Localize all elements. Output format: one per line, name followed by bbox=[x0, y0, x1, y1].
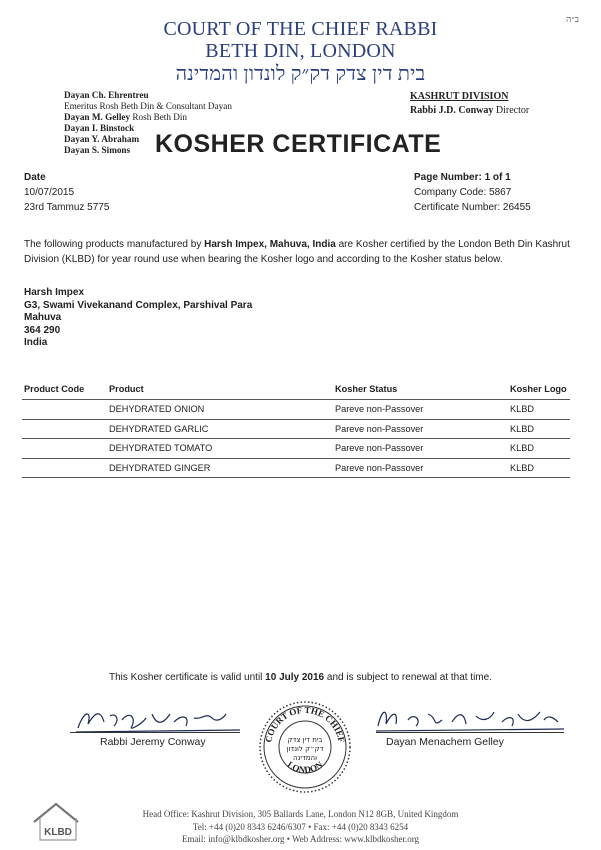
footer-phone-fax: Tel: +44 (0)20 8343 6246/6307 • Fax: +44 (0)20 8343 6254 bbox=[192, 821, 409, 832]
address-line-4: 364 290 bbox=[24, 324, 61, 336]
header-product-code: Product Code bbox=[24, 384, 85, 394]
date-gregorian: 10/07/2015 bbox=[24, 187, 75, 198]
dayan-2-role: Rosh Beth Din bbox=[130, 112, 188, 122]
dayan-1: Dayan Ch. Ehrentreu bbox=[64, 90, 149, 100]
header-product: Product bbox=[109, 384, 144, 394]
corner-hebrew-mark: ב״ה bbox=[566, 14, 579, 24]
intro-text-2: are Kosher certified by the London Beth Din Kashrut Division (KLBD) for year round use when bearing the Kosher logo and according to the Kosher status below. bbox=[24, 239, 570, 265]
signature-right bbox=[368, 702, 568, 752]
table-row bbox=[22, 420, 570, 440]
products-table bbox=[22, 381, 570, 478]
table-row bbox=[22, 400, 570, 420]
kashrut-director bbox=[410, 104, 529, 118]
footer-address: Head Office: Kashrut Division, 305 Ballards Lane, London N12 8GB, United Kingdom bbox=[142, 809, 459, 819]
beth-din-seal bbox=[258, 700, 352, 799]
director-role: Director bbox=[493, 105, 530, 116]
table-header-row bbox=[22, 381, 570, 400]
intro-paragraph bbox=[24, 237, 584, 267]
cell-kosher-logo: KLBD bbox=[510, 404, 535, 414]
dayan-2-name: Dayan M. Gelley bbox=[64, 112, 131, 122]
court-title-line2: BETH DIN, LONDON bbox=[205, 40, 396, 62]
date-block bbox=[24, 170, 109, 215]
date-hebrew: 23rd Tammuz 5775 bbox=[24, 202, 110, 213]
dayan-2 bbox=[64, 112, 232, 123]
cell-product: DEHYDRATED TOMATO bbox=[109, 443, 213, 453]
cell-product: DEHYDRATED ONION bbox=[109, 404, 205, 414]
dayan-1-role: Emeritus Rosh Beth Din & Consultant Dayan bbox=[64, 101, 232, 111]
page-number-label: Page Number: bbox=[414, 172, 482, 183]
certificate-number: Certificate Number: 26455 bbox=[414, 202, 531, 213]
date-label: Date bbox=[24, 172, 46, 183]
court-title-line1: COURT OF THE CHIEF RABBI bbox=[163, 18, 438, 40]
address-line-1: Harsh Impex bbox=[24, 287, 85, 298]
cell-product: DEHYDRATED GARLIC bbox=[109, 423, 209, 434]
seal-inner-line3: והמדינה bbox=[293, 754, 317, 762]
cell-kosher-status: Pareve non-Passover bbox=[335, 404, 424, 414]
certificate-title: KOSHER CERTIFICATE bbox=[155, 130, 442, 158]
cell-kosher-logo: KLBD bbox=[510, 423, 535, 434]
klbd-logo-text: KLBD bbox=[44, 827, 72, 838]
seal-inner-line1: בית דין צדק bbox=[287, 736, 323, 744]
table-row bbox=[22, 459, 570, 479]
company-code: Company Code: 5867 bbox=[414, 187, 512, 198]
address-line-2: G3, Swami Vivekanand Complex, Parshival Para bbox=[24, 299, 253, 311]
seal-graphic bbox=[258, 700, 352, 794]
court-title-hebrew: בית דין צדק דק״ק לונדון והמדינה bbox=[175, 63, 426, 85]
signature-right-scribble bbox=[368, 702, 568, 734]
cell-kosher-logo: KLBD bbox=[510, 462, 535, 473]
cell-kosher-status: Pareve non-Passover bbox=[335, 462, 424, 473]
page-number bbox=[414, 170, 531, 185]
page-info-block bbox=[414, 170, 531, 215]
seal-outer-top: COURT OF THE CHIEF bbox=[263, 704, 347, 744]
table-row bbox=[22, 439, 570, 459]
cell-product: DEHYDRATED GINGER bbox=[109, 462, 211, 473]
kashrut-division-block bbox=[410, 90, 529, 118]
signature-left-line bbox=[70, 732, 240, 733]
seal-inner-line2: דק״ק לונדון bbox=[286, 745, 324, 753]
header-kosher-status: Kosher Status bbox=[335, 384, 398, 394]
validity-text-2: and is subject to renewal at that time. bbox=[324, 672, 492, 683]
signature-right-line bbox=[376, 732, 564, 733]
director-name: Rabbi J.D. Conway bbox=[410, 105, 494, 116]
cell-kosher-logo: KLBD bbox=[510, 443, 535, 453]
validity-text-1: This Kosher certificate is valid until bbox=[109, 672, 266, 683]
kashrut-heading: KASHRUT DIVISION bbox=[410, 91, 509, 102]
address-line-3: Mahuva bbox=[24, 312, 62, 323]
signature-left bbox=[70, 702, 250, 752]
footer-email-web: Email: info@klbdkosher.org • Web Address: www.klbdkosher.org bbox=[181, 834, 420, 844]
company-address bbox=[24, 287, 252, 350]
signatory-right-name: Dayan Menachem Gelley bbox=[386, 736, 504, 748]
validity-date: 10 July 2016 bbox=[265, 672, 325, 683]
address-line-5: India bbox=[24, 337, 48, 348]
page-number-value: 1 of 1 bbox=[481, 172, 511, 183]
cell-kosher-status: Pareve non-Passover bbox=[335, 443, 424, 453]
cell-kosher-status: Pareve non-Passover bbox=[335, 423, 424, 434]
signatory-left-name: Rabbi Jeremy Conway bbox=[100, 736, 206, 748]
signature-left-scribble bbox=[70, 702, 250, 734]
intro-company: Harsh Impex, Mahuva, India bbox=[204, 239, 336, 250]
header-kosher-logo: Kosher Logo bbox=[510, 384, 567, 394]
validity-statement bbox=[0, 672, 601, 683]
dayan-3: Dayan I. Binstock bbox=[64, 123, 135, 133]
dayan-4: Dayan Y. Abraham bbox=[64, 134, 140, 144]
dayan-5: Dayan S. Simons bbox=[64, 145, 131, 155]
footer-contact bbox=[0, 808, 601, 846]
intro-text-1: The following products manufactured by bbox=[24, 239, 205, 250]
seal-outer-bottom: LONDON bbox=[285, 759, 325, 775]
